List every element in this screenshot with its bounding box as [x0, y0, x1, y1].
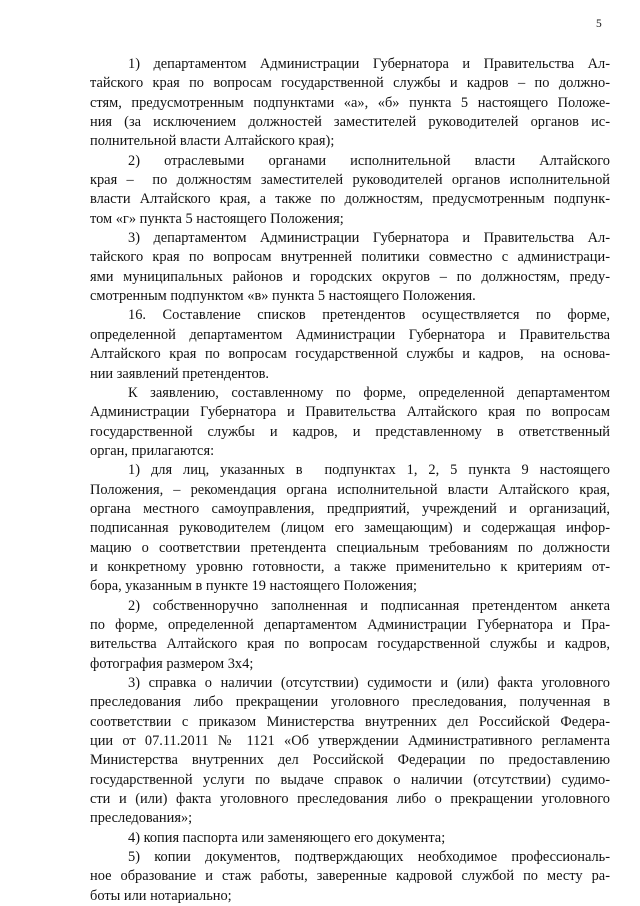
text-line: тайского края по вопросам государственной службы и кадров – по должно- [90, 75, 610, 92]
text-line: боты или нотариально; [90, 887, 232, 904]
text-line: фотография размером 3х4; [90, 655, 254, 672]
paragraph [90, 597, 610, 674]
text-line: бора, указанным в пункте 19 настоящего Положения; [90, 578, 418, 595]
text-line: ции от 07.11.2011 № 1121 «Об утверждении Административного регламента [90, 733, 610, 750]
page-number: 5 [596, 18, 602, 30]
text-line: преследования»; [90, 810, 193, 827]
text-line: 1) департаментом Администрации Губернатора и Правительства Ал- [128, 56, 610, 72]
text-line: края – по должностям заместителей руководителей органов исполнительной [90, 172, 610, 189]
text-line: нии заявлений претендентов. [90, 365, 270, 382]
text-line: вительства Алтайского края по вопросам государственной службы и кадров, [90, 636, 610, 653]
text-line: Министерства внутренних дел Российской Федерации по предоставлению [90, 752, 610, 769]
paragraph [90, 152, 610, 229]
text-line: определенной департаментом Администрации Губернатора и Правительства [90, 326, 610, 343]
text-line: Администрации Губернатора и Правительства Алтайского края по вопросам [90, 404, 610, 421]
text-line: 3) департаментом Администрации Губернатора и Правительства Ал- [128, 230, 610, 247]
text-line: 16. Составление списков претендентов осуществляется по форме, [128, 307, 610, 324]
text-line: том «г» пункта 5 настоящего Положения; [90, 210, 344, 227]
text-line: смотренным подпунктом «в» пункта 5 настоящего Положения. [90, 288, 476, 305]
paragraph [90, 848, 610, 906]
text-line: ями муниципальных районов и городских округов – по должностям, преду- [90, 268, 610, 285]
paragraph [90, 55, 610, 152]
text-line: ное образование и стаж работы, заверенные кадровой службой по месту ра- [90, 868, 610, 885]
text-line: тайского края по вопросам внутренней политики совместно с администраци- [90, 249, 610, 266]
paragraph [90, 829, 610, 848]
text-line: 3) справка о наличии (отсутствии) судимости и (или) факта уголовного [128, 675, 610, 691]
text-line: Положения, – рекомендация органа исполнительной власти Алтайского края, [90, 481, 610, 498]
text-line: 2) собственноручно заполненная и подписанная претендентом анкета [128, 597, 610, 614]
text-line: соответствии с приказом Министерства внутренних дел Российской Федера- [90, 713, 610, 730]
text-line: государственной службы и кадров, и представленному в ответственный [90, 423, 610, 440]
text-line: по форме, определенной департаментом Администрации Губернатора и Пра- [90, 616, 610, 633]
text-line: Алтайского края по вопросам государственной службы и кадров, на основа- [90, 346, 610, 363]
text-line: ния (за исключением должностей заместителей руководителей органов ис- [90, 114, 610, 131]
text-line: мацию о соответствии претендента специальным требованиям по должности [90, 539, 610, 556]
paragraph [90, 229, 610, 306]
text-line: органа местного самоуправления, предприятий, учреждений и организаций, [90, 500, 610, 517]
text-line: орган, прилагаются: [90, 442, 215, 459]
text-line: стям, предусмотренным подпунктами «а», «б» пункта 5 настоящего Положе- [90, 94, 610, 111]
paragraph [90, 306, 610, 383]
text-line: и конкретному уровню готовности, а также применительно к критериям от- [90, 558, 610, 575]
text-line: подписанная руководителем (лицом его замещающим) и содержащая инфор- [90, 520, 610, 537]
text-line: 2) отраслевыми органами исполнительной власти Алтайского [128, 152, 610, 169]
text-line: полнительной власти Алтайского края); [90, 133, 335, 150]
text-line: 1) для лиц, указанных в подпунктах 1, 2, 5 пункта 9 настоящего [128, 462, 610, 479]
text-line: сти и (или) факта уголовного преследования либо о прекращении уголовного [90, 791, 610, 808]
text-line: преследования либо прекращении уголовного преследования, полученная в [90, 694, 610, 711]
text-line: 4) копия паспорта или заменяющего его документа; [128, 829, 446, 846]
text-line: 5) копии документов, подтверждающих необходимое профессиональ- [128, 849, 610, 866]
text-line: власти Алтайского края, а также по должностям, предусмотренным подпунк- [90, 191, 610, 208]
paragraph [90, 674, 610, 829]
document-body [90, 55, 610, 906]
paragraph [90, 384, 610, 461]
text-line: К заявлению, составленному по форме, определенной департаментом [128, 384, 610, 401]
text-line: государственной услуги по выдаче справок о наличии (отсутствии) судимо- [90, 771, 610, 788]
paragraph [90, 461, 610, 596]
